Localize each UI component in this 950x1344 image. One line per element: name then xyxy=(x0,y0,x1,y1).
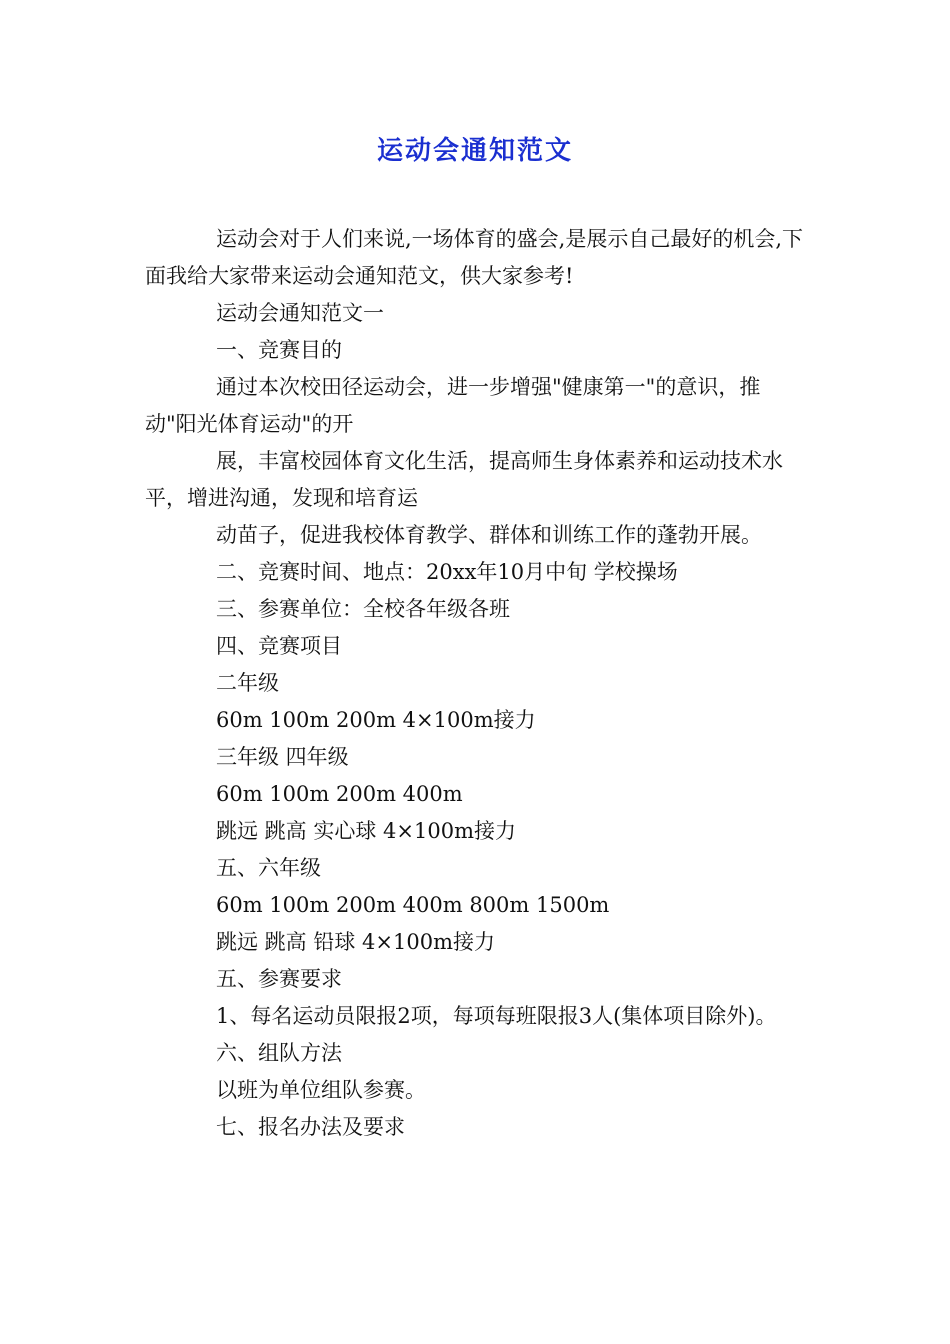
paragraph-purpose-3: 动苗子，促进我校体育教学、群体和训练工作的蓬勃开展。 xyxy=(216,523,762,547)
paragraph-purpose-1: 通过本次校田径运动会，进一步增强"健康第一"的意识，推动"阳光体育运动"的开 xyxy=(145,375,761,436)
paragraph-grade-2-events: 60m 100m 200m 4×100m接力 xyxy=(216,708,536,732)
paragraph-grade-5-6-track: 60m 100m 200m 400m 800m 1500m xyxy=(216,893,610,917)
document-body xyxy=(145,221,805,1146)
paragraph-grade-2: 二年级 xyxy=(216,671,279,695)
paragraph-section-team: 六、组队方法 xyxy=(216,1041,342,1065)
paragraph-team-method: 以班为单位组队参赛。 xyxy=(216,1078,426,1102)
paragraph-intro: 运动会对于人们来说,一场体育的盛会,是展示自己最好的机会,下面我给大家带来运动会通知范文，供大家参考! xyxy=(145,227,804,288)
document-title: 运动会通知范文 xyxy=(376,136,573,166)
paragraph-grade-3-4-field: 跳远 跳高 实心球 4×100m接力 xyxy=(216,819,516,843)
paragraph-heading-notice-one: 运动会通知范文一 xyxy=(216,301,384,325)
paragraph-grade-5-6-field: 跳远 跳高 铅球 4×100m接力 xyxy=(216,930,495,954)
paragraph-time-place: 二、竞赛时间、地点：20xx年10月中旬 学校操场 xyxy=(216,560,678,584)
paragraph-participants: 三、参赛单位：全校各年级各班 xyxy=(216,597,510,621)
paragraph-grade-3-4: 三年级 四年级 xyxy=(216,745,349,769)
paragraph-section-registration: 七、报名办法及要求 xyxy=(216,1115,405,1139)
paragraph-section-requirements: 五、参赛要求 xyxy=(216,967,342,991)
paragraph-grade-5-6: 五、六年级 xyxy=(216,856,321,880)
paragraph-grade-3-4-track: 60m 100m 200m 400m xyxy=(216,782,463,806)
paragraph-section-purpose: 一、竞赛目的 xyxy=(216,338,342,362)
paragraph-requirement-1: 1、每名运动员限报2项，每项每班限报3人(集体项目除外)。 xyxy=(216,1004,777,1028)
paragraph-section-events: 四、竞赛项目 xyxy=(216,634,342,658)
paragraph-purpose-2: 展，丰富校园体育文化生活，提高师生身体素养和运动技术水平，增进沟通，发现和培育运 xyxy=(145,449,783,510)
